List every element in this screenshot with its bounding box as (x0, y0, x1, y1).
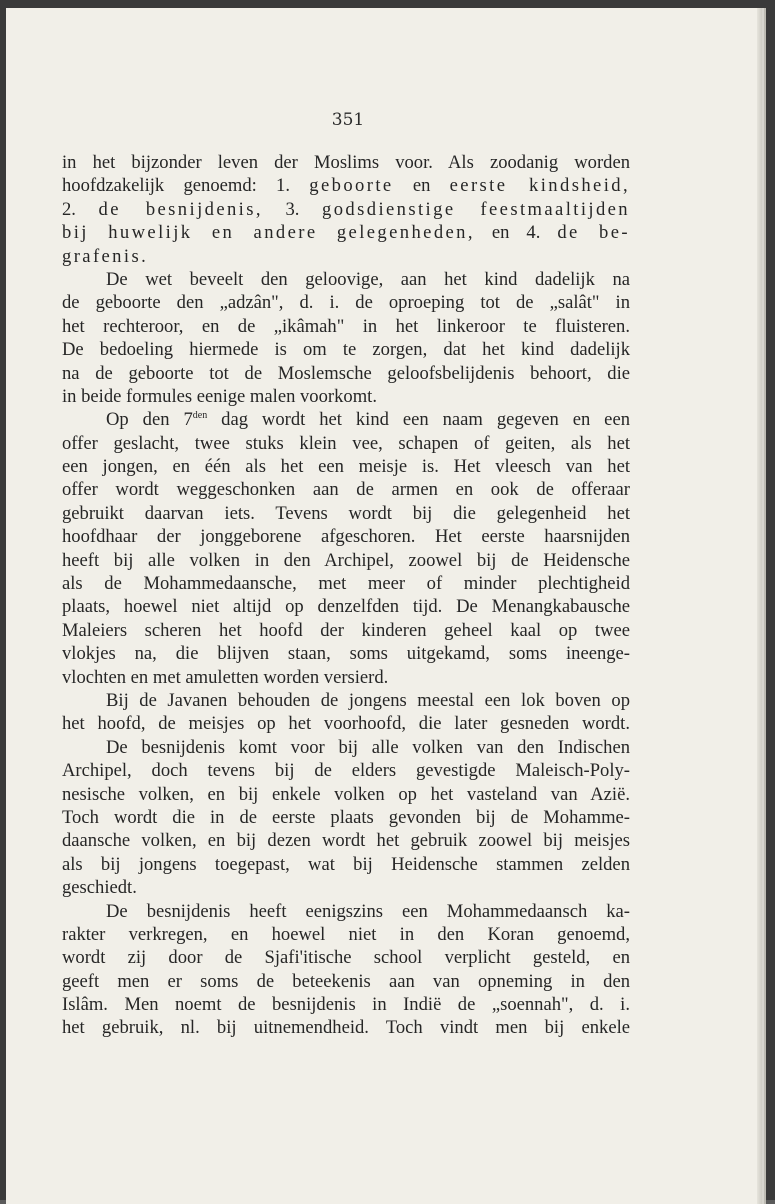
text-line: Toch wordt die in de eerste plaats gevonden bij de Mohamme- (62, 806, 630, 828)
body-text (62, 151, 630, 1040)
text-line: het rechteroor, en de „ikâmah" in het linkeroor te fluisteren. (62, 315, 630, 337)
text-line: als bij jongens toegepast, wat bij Heidensche stammen zelden (62, 853, 630, 875)
text-line: nesische volken, en bij enkele volken op het vasteland van Azië. (62, 783, 630, 805)
text-line: het hoofd, de meisjes op het voorhoofd, die later gesneden wordt. (62, 713, 630, 735)
text-line: heeft bij alle volken in den Archipel, zoowel bij de Heidensche (62, 549, 630, 571)
text-line: een jongen, en één als het een meisje is. Het vleesch van het (62, 456, 630, 478)
text-line: geeft men er soms de beteekenis aan van opneming in den (62, 970, 630, 992)
text-line: grafenis. (62, 245, 149, 267)
text-line: hoofdhaar der jonggeborene afgeschoren. Het eerste haarsnijden (62, 526, 630, 548)
text-line: Archipel, doch tevens bij de elders gevestigde Maleisch-Poly- (62, 760, 630, 782)
text-line: het gebruik, nl. bij uitnemendheid. Toch vindt men bij enkele (62, 1017, 630, 1039)
page-edge (757, 8, 762, 1204)
text-line: Op den $7^{den}$ dag wordt het kind een naam gegeven en een (106, 409, 630, 431)
text-line: offer wordt weggeschonken aan de armen en ook de offeraar (62, 479, 630, 501)
text-line: hoofdzakelijk genoemd: 1. geboorte en eerste kindsheid, (62, 175, 631, 197)
text-line: De wet beveelt den geloovige, aan het kind dadelijk na (106, 268, 630, 290)
text-line: geschiedt. (62, 877, 137, 899)
text-line: daansche volken, en bij dezen wordt het gebruik zoowel bij meisjes (62, 830, 630, 852)
text-line: Bij de Javanen behouden de jongens meestal een lok boven op (106, 689, 630, 711)
text-line: De besnijdenis heeft eenigszins een Mohammedaansch ka- (106, 900, 630, 922)
text-line: wordt zij door de Sjafi'itische school verplicht gesteld, en (62, 947, 630, 969)
superscript: den (192, 410, 208, 422)
text-line: offer geslacht, twee stuks klein vee, schapen of geiten, als het (62, 432, 630, 454)
page-number: 351 (331, 110, 365, 130)
text-line: plaats, hoewel niet altijd op denzelfden tijd. De Menangkabausche (62, 596, 630, 618)
text-line: De bedoeling hiermede is om te zorgen, dat het kind dadelijk (62, 339, 630, 361)
book-page (6, 8, 762, 1204)
text-line: als de Mohammedaansche, met meer of minder plechtigheid (62, 573, 630, 595)
text-line: Maleiers scheren het hoofd der kinderen geheel kaal op twee (62, 619, 630, 641)
text-line: in beide formules eenige malen voorkomt. (62, 385, 377, 407)
text-line: bij huwelijk en andere gelegenheden, en 4. de be- (62, 222, 630, 244)
text-line: vlochten en met amuletten worden versierd. (62, 666, 389, 688)
text-line: gebruikt daarvan iets. Tevens wordt bij die gelegenheid het (62, 502, 630, 524)
text-line: in het bijzonder leven der Moslims voor. Als zoodanig worden (62, 152, 630, 173)
text-line: Islâm. Men noemt de besnijdenis in Indië de „soennah", d. i. (62, 994, 630, 1016)
text-line: vlokjes na, die blijven staan, soms uitgekamd, soms ineenge- (62, 643, 630, 665)
text-line: na de geboorte tot de Moslemsche geloofsbelijdenis behoort, die (62, 362, 630, 384)
text-line: rakter verkregen, en hoewel niet in den Koran genoemd, (62, 923, 630, 945)
text-line: 2. de besnijdenis, 3. godsdienstige feestmaaltijden (62, 198, 631, 220)
text-line: de geboorte den „adzân", d. i. de oproeping tot de „salât" in (62, 292, 630, 314)
text-line: De besnijdenis komt voor bij alle volken van den Indischen (106, 736, 630, 758)
